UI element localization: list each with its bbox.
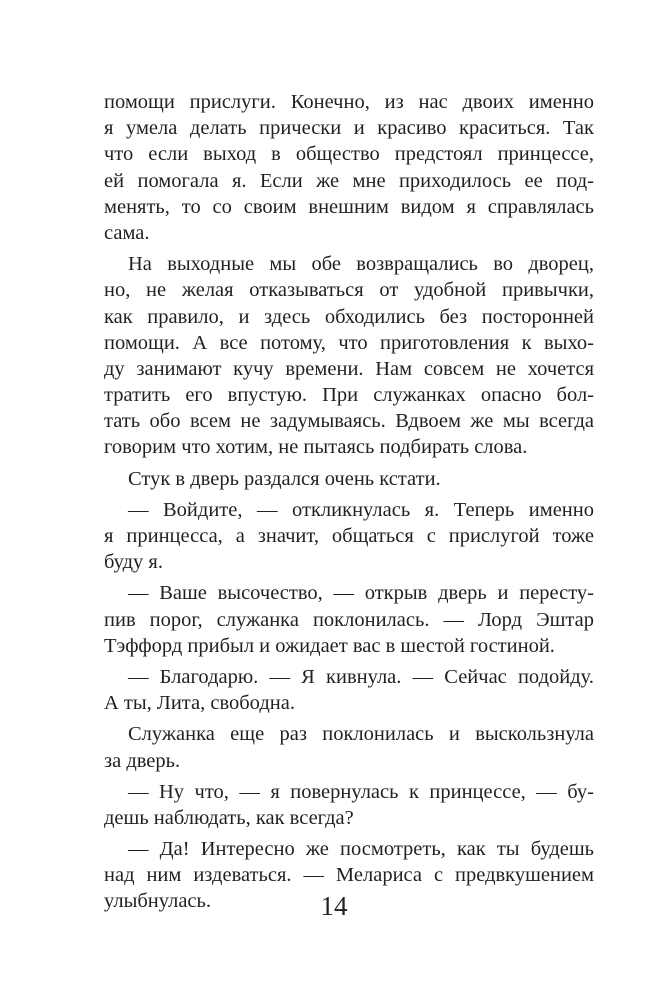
text-line: тратить его впустую. При служанках опасно бол-: [104, 384, 594, 407]
page-number: 14: [320, 891, 348, 921]
text-line: А ты, Лита, свободна.: [104, 692, 295, 715]
text-line: как правило, и здесь обходились без посторонней: [104, 305, 594, 328]
text-line: На выходные мы обе возвращались во дворец,: [128, 253, 594, 276]
text-line: — Ну что, — я повернулась к принцессе, — бу-: [128, 780, 594, 803]
text-line: — Войдите, — откликнулась я. Теперь именно: [128, 498, 594, 521]
text-line: менять, то со своим внешним видом я справлялась: [104, 195, 594, 218]
text-line: ду занимают кучу времени. Нам совсем не хочется: [104, 357, 594, 380]
text-line: улыбнулась.: [104, 890, 212, 913]
body-text: [104, 89, 594, 915]
text-line: буду я.: [104, 551, 163, 574]
text-line: говорим что хотим, не пытаясь подбирать слова.: [104, 436, 528, 459]
text-line: я умела делать прически и красиво краситься. Так: [104, 117, 594, 140]
text-line: над ним издеваться. — Мелариса с предвкушением: [104, 864, 594, 887]
text-line: помощи прислуги. Конечно, из нас двоих именно: [104, 91, 594, 113]
text-line: Стук в дверь раздался очень кстати.: [128, 467, 441, 490]
text-line: — Благодарю. — Я кивнула. — Сейчас подойду.: [128, 665, 594, 688]
text-line: ей помогала я. Если же мне приходилось ее под-: [104, 169, 594, 192]
text-line: Служанка еще раз поклонилась и выскользнула: [128, 723, 594, 746]
text-line: за дверь.: [104, 749, 181, 772]
text-line: помощи. А все потому, что приготовления к выхо-: [104, 331, 594, 354]
text-line: что если выход в общество предстоял принцессе,: [104, 143, 594, 166]
text-line: дешь наблюдать, как всегда?: [104, 806, 354, 829]
text-line: — Ваше высочество, — открыв дверь и пересту-: [128, 582, 594, 605]
text-line: тать обо всем не задумываясь. Вдвоем же мы всегда: [104, 410, 594, 433]
text-line: но, не желая отказываться от удобной привычки,: [104, 279, 594, 302]
text-line: — Да! Интересно же посмотреть, как ты будешь: [128, 838, 594, 861]
text-line: я принцесса, а значит, общаться с прислугой тоже: [104, 525, 594, 547]
text-line: Тэффорд прибыл и ожидает вас в шестой гостиной.: [104, 634, 555, 657]
text-line: пив порог, служанка поклонилась. — Лорд Эштар: [104, 608, 594, 631]
text-line: сама.: [104, 221, 150, 244]
